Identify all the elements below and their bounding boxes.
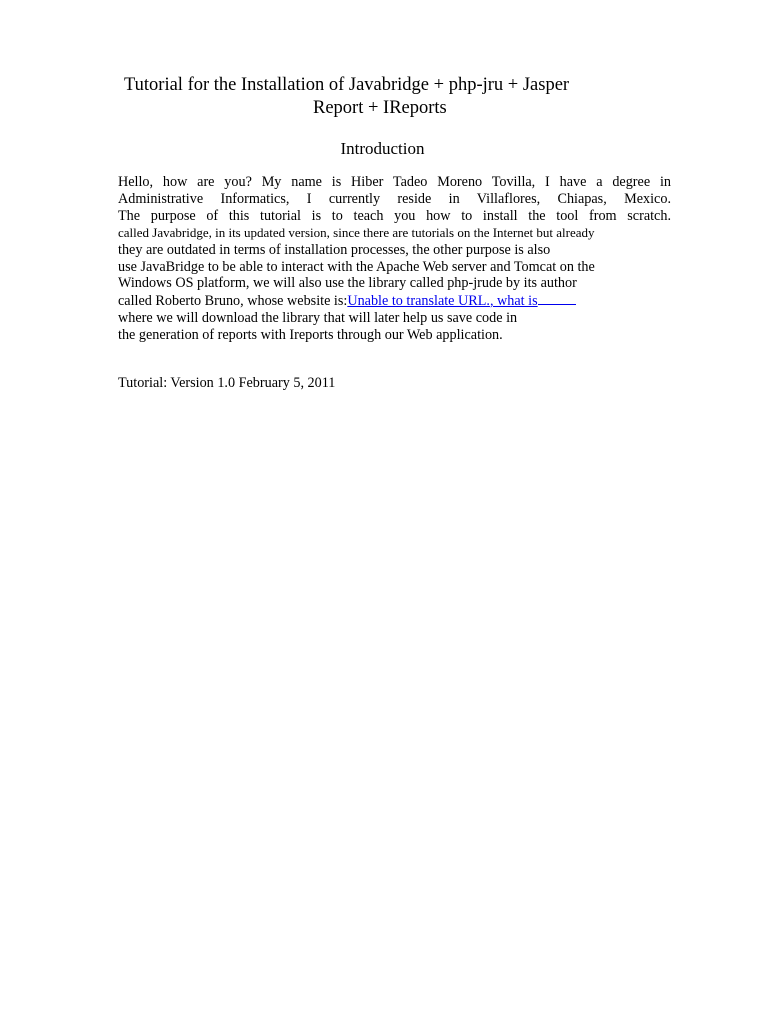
paragraph-line: The purpose of this tutorial is to teach you how to install the tool from scratch. <box>118 207 671 224</box>
paragraph-line: called Javabridge, in its updated version, since there are tutorials on the Internet but already <box>118 224 595 240</box>
paragraph-line: they are outdated in terms of installation processes, the other purpose is also <box>118 241 551 258</box>
section-heading-introduction: Introduction <box>340 139 425 158</box>
version-date-line: Tutorial: Version 1.0 February 5, 2011 <box>118 375 336 391</box>
paragraph-text: called Roberto Bruno, whose website is: <box>118 293 348 310</box>
link-underline-blank <box>538 292 576 305</box>
paragraph-line-with-link <box>118 292 671 310</box>
title-line-2: Report + IReports <box>313 98 447 118</box>
website-link[interactable]: Unable to translate URL. <box>347 293 490 310</box>
paragraph-line: Administrative Informatics, I currently reside in Villaflores, Chiapas, Mexico. <box>118 190 671 207</box>
paragraph-line: where we will download the library that will later help us save code in <box>118 310 518 327</box>
link-suffix[interactable]: , what is <box>489 293 538 310</box>
title-line-1: Tutorial for the Installation of Javabridge + php-jru + Jasper <box>124 75 570 95</box>
paragraph-line: Hello, how are you? My name is Hiber Tadeo Moreno Tovilla, I have a degree in <box>118 174 671 190</box>
paragraph-line: the generation of reports with Ireports through our Web application. <box>118 327 503 344</box>
document-title <box>124 74 654 120</box>
introduction-paragraph <box>118 174 671 344</box>
paragraph-line: use JavaBridge to be able to interact with the Apache Web server and Tomcat on the <box>118 258 595 275</box>
paragraph-line: Windows OS platform, we will also use the library called php-jrude by its author <box>118 275 577 292</box>
